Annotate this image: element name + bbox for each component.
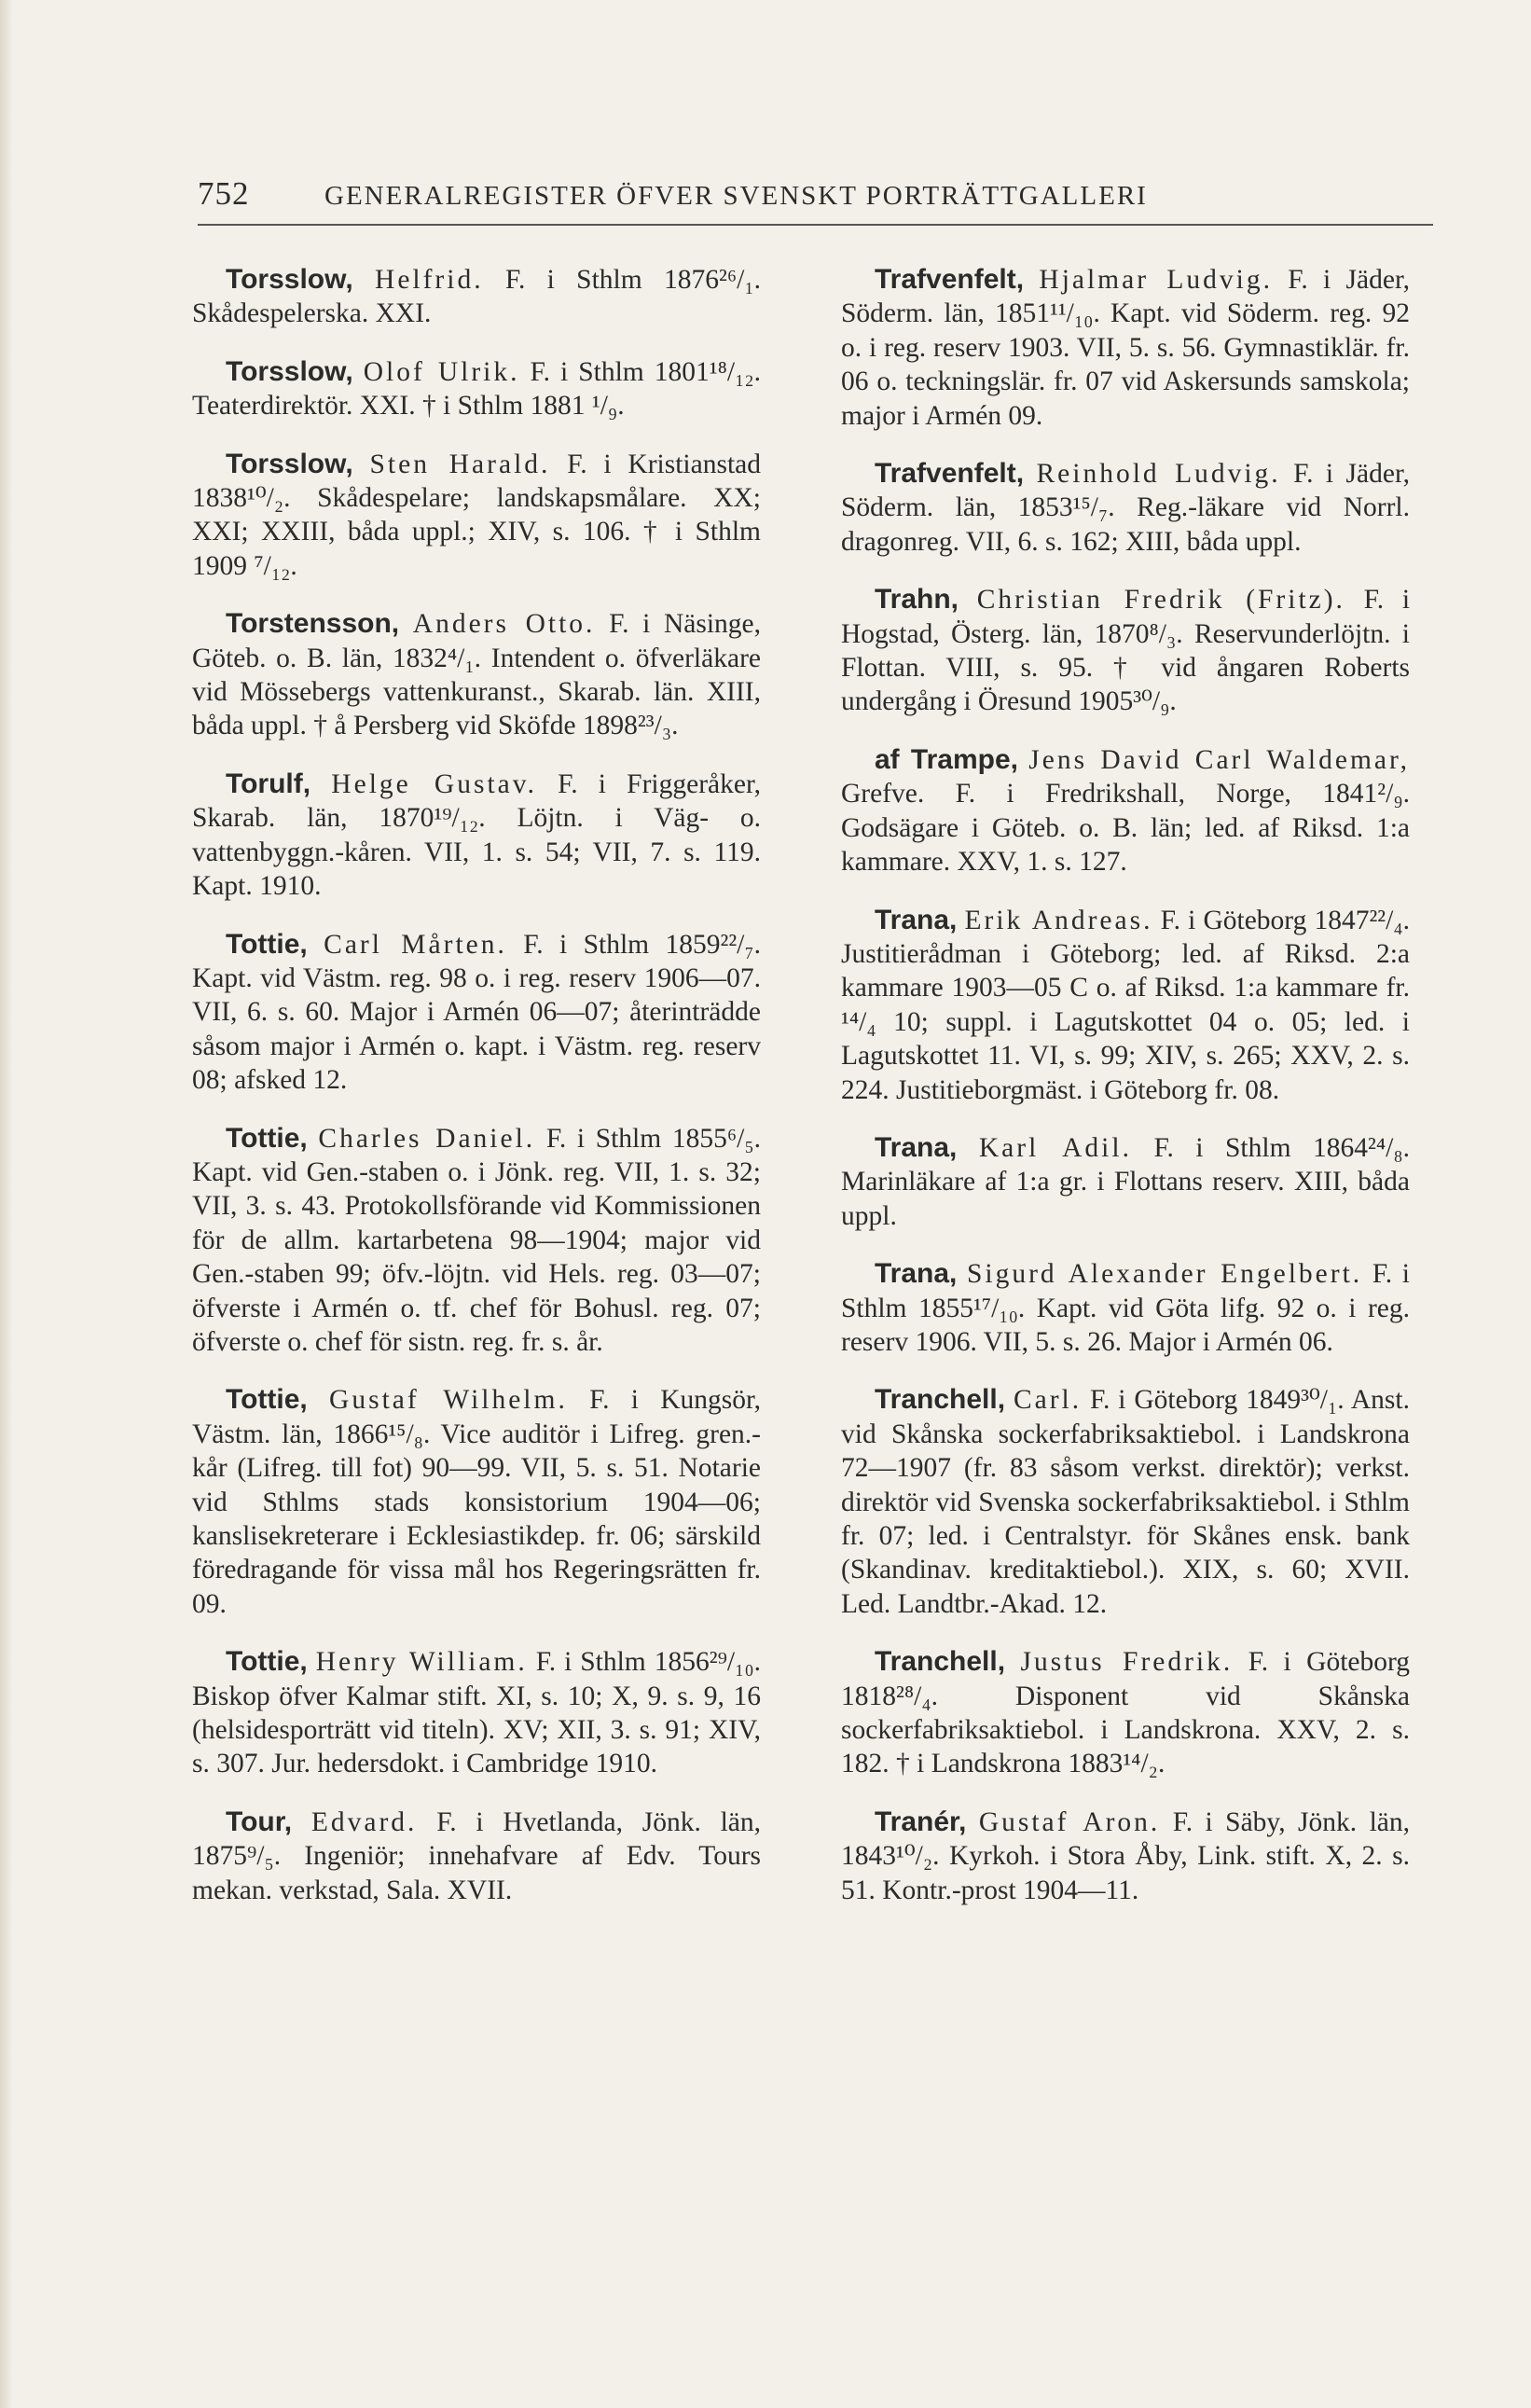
given-names: Erik Andreas. <box>964 905 1153 935</box>
surname: Trana, <box>875 1131 958 1163</box>
register-entry <box>841 1645 1410 1781</box>
entry-text: F. i Sthlm 1864²⁴/₈. Marinläkare af 1:a gr. i Flottans reserv. XIII, båda uppl. <box>841 1132 1410 1231</box>
entry-text: Grefve. F. i Fredrikshall, Norge, 1841²/₉. Godsägare i Göteb. o. B. län; led. af Riksd. 1:a kammare. XXV, 1. s. 127. <box>841 779 1410 878</box>
surname: Tour, <box>226 1806 293 1837</box>
given-names: Jens David Carl Waldemar, <box>1028 744 1410 775</box>
register-entry <box>192 355 761 423</box>
entry-text: F. i Sthlm 1859²²/₇. Kapt. vid Västm. reg. 98 o. i reg. reserv 1906—07. VII, 6. s. 60. Major i Armén 06—07; återinträdde såsom major i Armén o. kapt. i Västm. reg. reserv 08; afsked 12. <box>192 929 762 1096</box>
surname: Trafvenfelt, <box>875 264 1025 295</box>
entry-text: F. i Hogstad, Österg. län, 1870⁸/₃. Reservunderlöjtn. i Flottan. VIII, s. 95. † vid ångaren Roberts undergång i Öresund 1905³⁰/₉. <box>841 585 1411 717</box>
register-entry <box>841 904 1410 1107</box>
surname: Torsslow, <box>226 448 353 479</box>
register-entry <box>192 1645 761 1781</box>
running-title: GENERALREGISTER ÖFVER SVENSKT PORTRÄTTGALLERI <box>324 181 1148 211</box>
surname: Trana, <box>875 1258 958 1290</box>
surname: Torulf, <box>226 768 311 799</box>
given-names: Sten Harald. <box>369 449 551 479</box>
given-names: Karl Adil. <box>978 1132 1132 1163</box>
register-entry <box>192 1122 761 1360</box>
page-number: 752 <box>198 175 250 212</box>
register-entry <box>192 768 761 904</box>
surname: Trahn, <box>875 584 959 616</box>
register-entry <box>192 263 761 331</box>
entry-text: F. i Sthlm 1856²⁹/₁₀. Biskop öfver Kalmar stift. XI, s. 10; X, 9. s. 9, 16 (helsidesporträtt vid titeln). XV; XII, 3. s. 91; XIV, s. 307. Jur. hedersdokt. i Cambridge 1910. <box>192 1647 761 1779</box>
entry-text: F. i Jäder, Söderm. län, 1851¹¹/₁₀. Kapt. vid Söderm. reg. 92 o. i reg. reserv 1903. VII, 5. s. 56. Gymnastiklär. fr. 06 o. teckningslär. fr. 07 vid Askersunds samskola; major i Armén 09. <box>841 265 1410 431</box>
register-entry <box>841 457 1410 559</box>
entry-text: F. i Göteborg 1818²⁸/₄. Disponent vid Skånska sockerfabriksaktiebol. i Landskrona. XXV, 2. s. 182. † i Landskrona 1883¹⁴/₂. <box>841 1647 1411 1779</box>
surname: Tranér, <box>875 1806 967 1837</box>
entry-text: F. i Kristianstad 1838¹⁰/₂. Skådespelare; landskapsmålare. XX; XXI; XXIII, båda uppl.; XIV, s. 106. † i Sthlm 1909 ⁷/₁₂. <box>192 449 761 581</box>
register-entry <box>192 448 761 584</box>
given-names: Sigurd Alexander Engelbert. <box>966 1259 1363 1290</box>
surname: Tottie, <box>226 1646 308 1678</box>
given-names: Henry William. <box>315 1647 528 1678</box>
register-entry <box>841 1257 1410 1359</box>
entry-text: F. i Göteborg 1849³⁰/₁. Anst. vid Skånska sockerfabriksaktiebol. i Landskrona 72—1907 (fr. 83 såsom verkst. direktör); verkst. direktör vid Svenska sockerfabriksaktiebol. i Sthlm fr. 07; led. i Centralstyr. för Skånes ensk. bank (Skandinav. kreditaktiebol.). XIX, s. 60; XVII. Led. Landtbr.-Akad. 12. <box>841 1385 1410 1619</box>
given-names: Carl. <box>1013 1385 1083 1416</box>
page-header <box>198 175 1433 226</box>
given-names: Helfrid. <box>375 265 484 295</box>
given-names: Olof Ulrik. <box>363 356 520 387</box>
entry-text: F. i Säby, Jönk. län, 1843¹⁰/₂. Kyrkoh. i Stora Åby, Link. stift. X, 2. s. 51. Kontr.-prost 1904—11. <box>841 1806 1410 1905</box>
surname: Tranchell, <box>875 1646 1006 1678</box>
surname: Tottie, <box>226 928 308 960</box>
register-entry <box>192 928 761 1098</box>
register-entry <box>841 263 1410 433</box>
surname: Tottie, <box>226 1384 308 1416</box>
given-names: Gustaf Aron. <box>978 1806 1161 1837</box>
entry-text: F. i Sthlm 1876²⁶/₁. Skådespelerska. XXI. <box>192 265 761 329</box>
register-entry <box>841 1131 1410 1233</box>
given-names: Christian Fredrik (Fritz). <box>976 585 1345 616</box>
given-names: Helge Gustav. <box>331 768 537 799</box>
surname: Torsslow, <box>226 264 353 295</box>
entry-text: F. i Göteborg 1847²²/₄. Justitierådman i Göteborg; led. af Riksd. 2:a kammare 1903—05 C o. af Riksd. 1:a kammare fr. ¹⁴/₄ 10; suppl. i Lagutskottet 04 o. 05; led. i Lagutskottet 11. VI, s. 99; XIV, s. 265; XXV, 2. s. 224. Justitieborgmäst. i Göteborg fr. 08. <box>841 905 1411 1105</box>
surname: Trana, <box>875 904 958 935</box>
register-entry <box>841 743 1410 879</box>
register-entry <box>841 1383 1410 1621</box>
given-names: Gustaf Wilhelm. <box>329 1385 568 1416</box>
register-entry <box>192 1383 761 1621</box>
given-names: Carl Mårten. <box>324 929 507 960</box>
given-names: Justus Fredrik. <box>1020 1647 1234 1678</box>
entry-text: F. i Sthlm 1801¹⁸/₁₂. Teaterdirektör. XXI. † i Sthlm 1881 ¹/₉. <box>192 356 762 422</box>
surname: Torsslow, <box>226 355 353 387</box>
given-names: Edvard. <box>310 1806 418 1837</box>
surname: Trafvenfelt, <box>875 458 1025 490</box>
given-names: Anders Otto. <box>412 609 596 640</box>
surname: Tottie, <box>226 1122 308 1154</box>
surname: af Trampe, <box>875 743 1018 775</box>
given-names: Reinhold Ludvig. <box>1036 459 1281 490</box>
given-names: Hjalmar Ludvig. <box>1039 265 1273 295</box>
entry-text: F. i Sthlm 1855¹⁷/₁₀. Kapt. vid Göta lifg. 92 o. i reg. reserv 1906. VII, 5. s. 26. Major i Armén 06. <box>841 1259 1410 1357</box>
register-entry <box>841 583 1410 719</box>
entry-text: F. i Friggeråker, Skarab. län, 1870¹⁹/₁₂. Löjtn. i Väg- o. vattenbyggn.-kåren. VII, 1. s. 54; VII, 7. s. 119. Kapt. 1910. <box>192 768 761 902</box>
register-entry <box>192 607 761 743</box>
entry-text: F. i Kungsör, Västm. län, 1866¹⁵/₈. Vice auditör i Lifreg. gren.-kår (Lifreg. till fot) 90—99. VII, 5. s. 51. Notarie vid Sthlms stads konsistorium 1904—06; kanslisekreterare i Ecklesiastikdep. fr. 06; särskild föredragande för vissa mål hos Regeringsrätten fr. 09. <box>192 1385 762 1619</box>
left-column <box>192 263 761 1931</box>
right-column <box>841 263 1410 1931</box>
entry-text: F. i Jäder, Söderm. län, 1853¹⁵/₇. Reg.-läkare vid Norrl. dragonreg. VII, 6. s. 162; XIII, båda uppl. <box>841 459 1410 557</box>
entry-text: F. i Hvetlanda, Jönk. län, 1875⁹/₅. Ingeniör; innehafvare af Edv. Tours mekan. verkstad, Sala. XVII. <box>192 1806 761 1905</box>
given-names: Charles Daniel. <box>318 1123 536 1154</box>
surname: Tranchell, <box>875 1384 1006 1416</box>
entry-text: F. i Sthlm 1855⁶/₅. Kapt. vid Gen.-staben o. i Jönk. reg. VII, 1. s. 32; VII, 3. s. 43. Protokollsförande vid Kommissionen för de allm. kartarbetena 98—1904; major vid Gen.-staben 99; öfv.-löjtn. vid Hels. reg. 03—07; öfverste i Armén o. tf. chef för Bohusl. reg. 07; öfverste o. chef för sistn. reg. fr. s. år. <box>192 1123 761 1357</box>
entry-text: F. i Näsinge, Göteb. o. B. län, 1832⁴/₁. Intendent o. öfverläkare vid Mössebergs vattenkuranst., Skarab. län. XIII, båda uppl. † å Persberg vid Sköfde 1898²³/₃. <box>192 609 761 741</box>
register-entry <box>192 1806 761 1907</box>
surname: Torstensson, <box>226 608 400 640</box>
register-entry <box>841 1806 1410 1907</box>
